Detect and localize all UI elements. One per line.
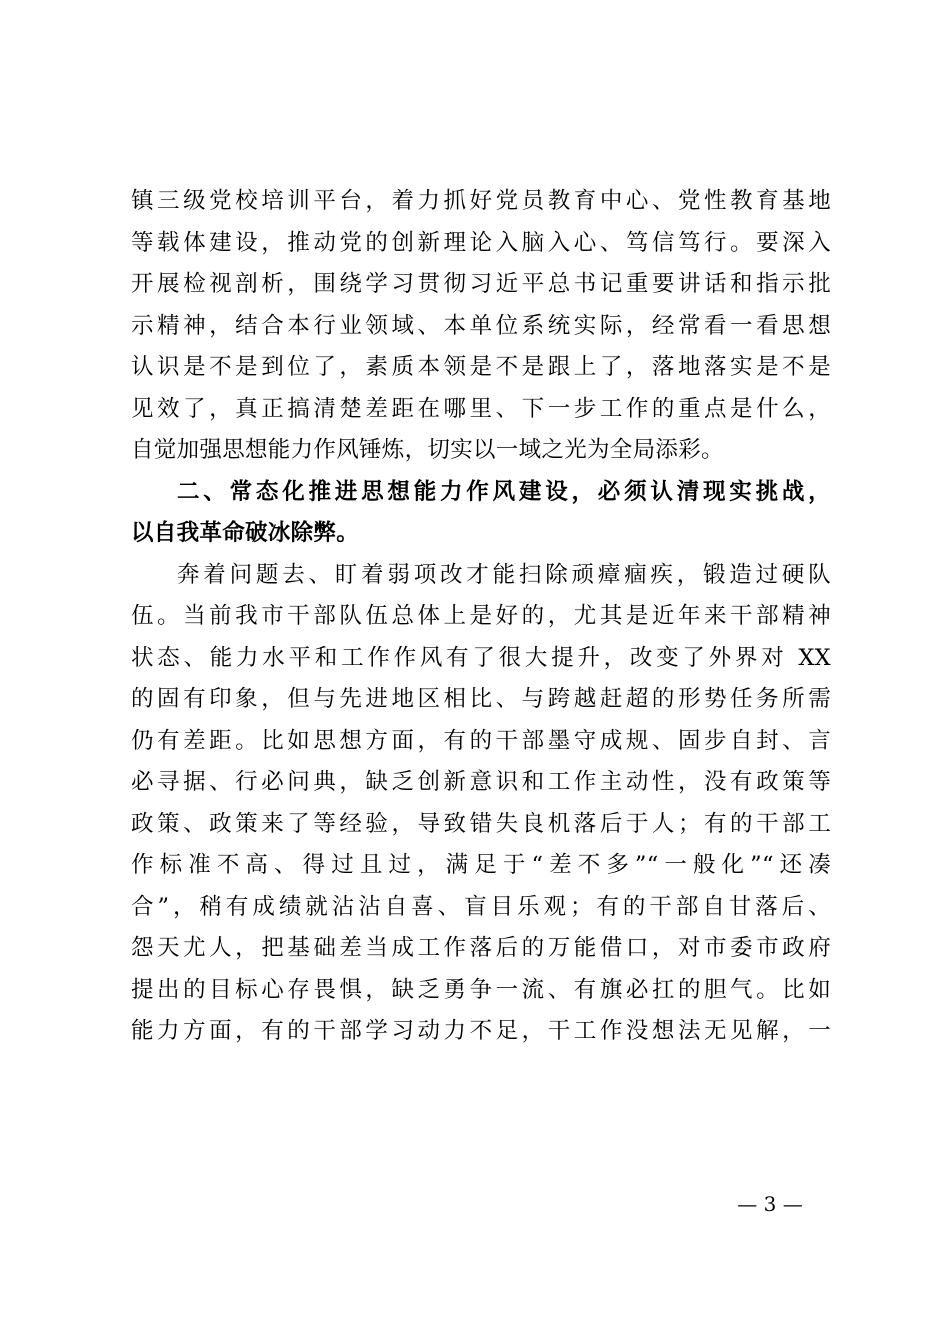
page-number: — 3 — [737,1192,803,1216]
text-line: 奔着问题去、盯着弱项改才能扫除顽瘴痼疾，锻造过硬队 [177,561,831,588]
text-line: 政策、政策来了等经验，导致错失良机落后于人；有的干部工 [131,810,831,837]
text-line: 必寻据、行必问典，缺乏创新意识和工作主动性，没有政策等 [131,769,831,795]
text-line: 开展检视剖析，围绕学习贯彻习近平总书记重要讲话和指示批 [131,271,831,297]
text-line: 能力方面，有的干部学习动力不足，干工作没想法无见解，一 [131,1018,831,1044]
text-line: 的固有印象，但与先进地区相比、与跨越赶超的形势任务所需 [131,686,831,712]
heading-line: 以自我革命破冰除弊。 [131,520,360,546]
text-line: 镇三级党校培训平台，着力抓好党员教育中心、党性教育基地 [131,188,831,214]
text-line: 伍。当前我市干部队伍总体上是好的，尤其是近年来干部精神 [131,603,831,629]
text-line: 作标准不高、得过且过，满足于“差不多”“一般化”“还凑 [131,852,831,878]
text-line: 合”，稍有成绩就沾沾自喜、盲目乐观；有的干部自甘落后、 [131,893,831,920]
paragraph-continuation [131,181,831,472]
document-body [131,181,831,1053]
section-heading [131,472,831,555]
text-line: 提出的目标心存畏惧，缺乏勇争一流、有旗必扛的胆气。比如 [131,976,831,1003]
text-line: 状态、能力水平和工作作风有了很大提升，改变了外界对 XX [131,644,831,671]
text-line: 等载体建设，推动党的创新理论入脑入心、笃信笃行。要深入 [131,229,831,256]
text-line: 示精神，结合本行业领域、本单位系统实际，经常看一看思想 [131,312,831,339]
text-line: 自觉加强思想能力作风锤炼，切实以一域之光为全局添彩。 [131,437,724,463]
text-line: 见效了，真正搞清楚差距在哪里、下一步工作的重点是什么， [131,395,831,422]
paragraph-body [131,555,831,1053]
text-line: 仍有差距。比如思想方面，有的干部墨守成规、固步自封、言 [131,727,831,754]
text-line: 认识是不是到位了，素质本领是不是跟上了，落地落实是不是 [131,354,831,380]
text-line: 怨天尤人，把基础差当成工作落后的万能借口，对市委市政府 [131,935,831,961]
heading-line: 二、常态化推进思想能力作风建设，必须认清现实挑战， [177,478,831,505]
